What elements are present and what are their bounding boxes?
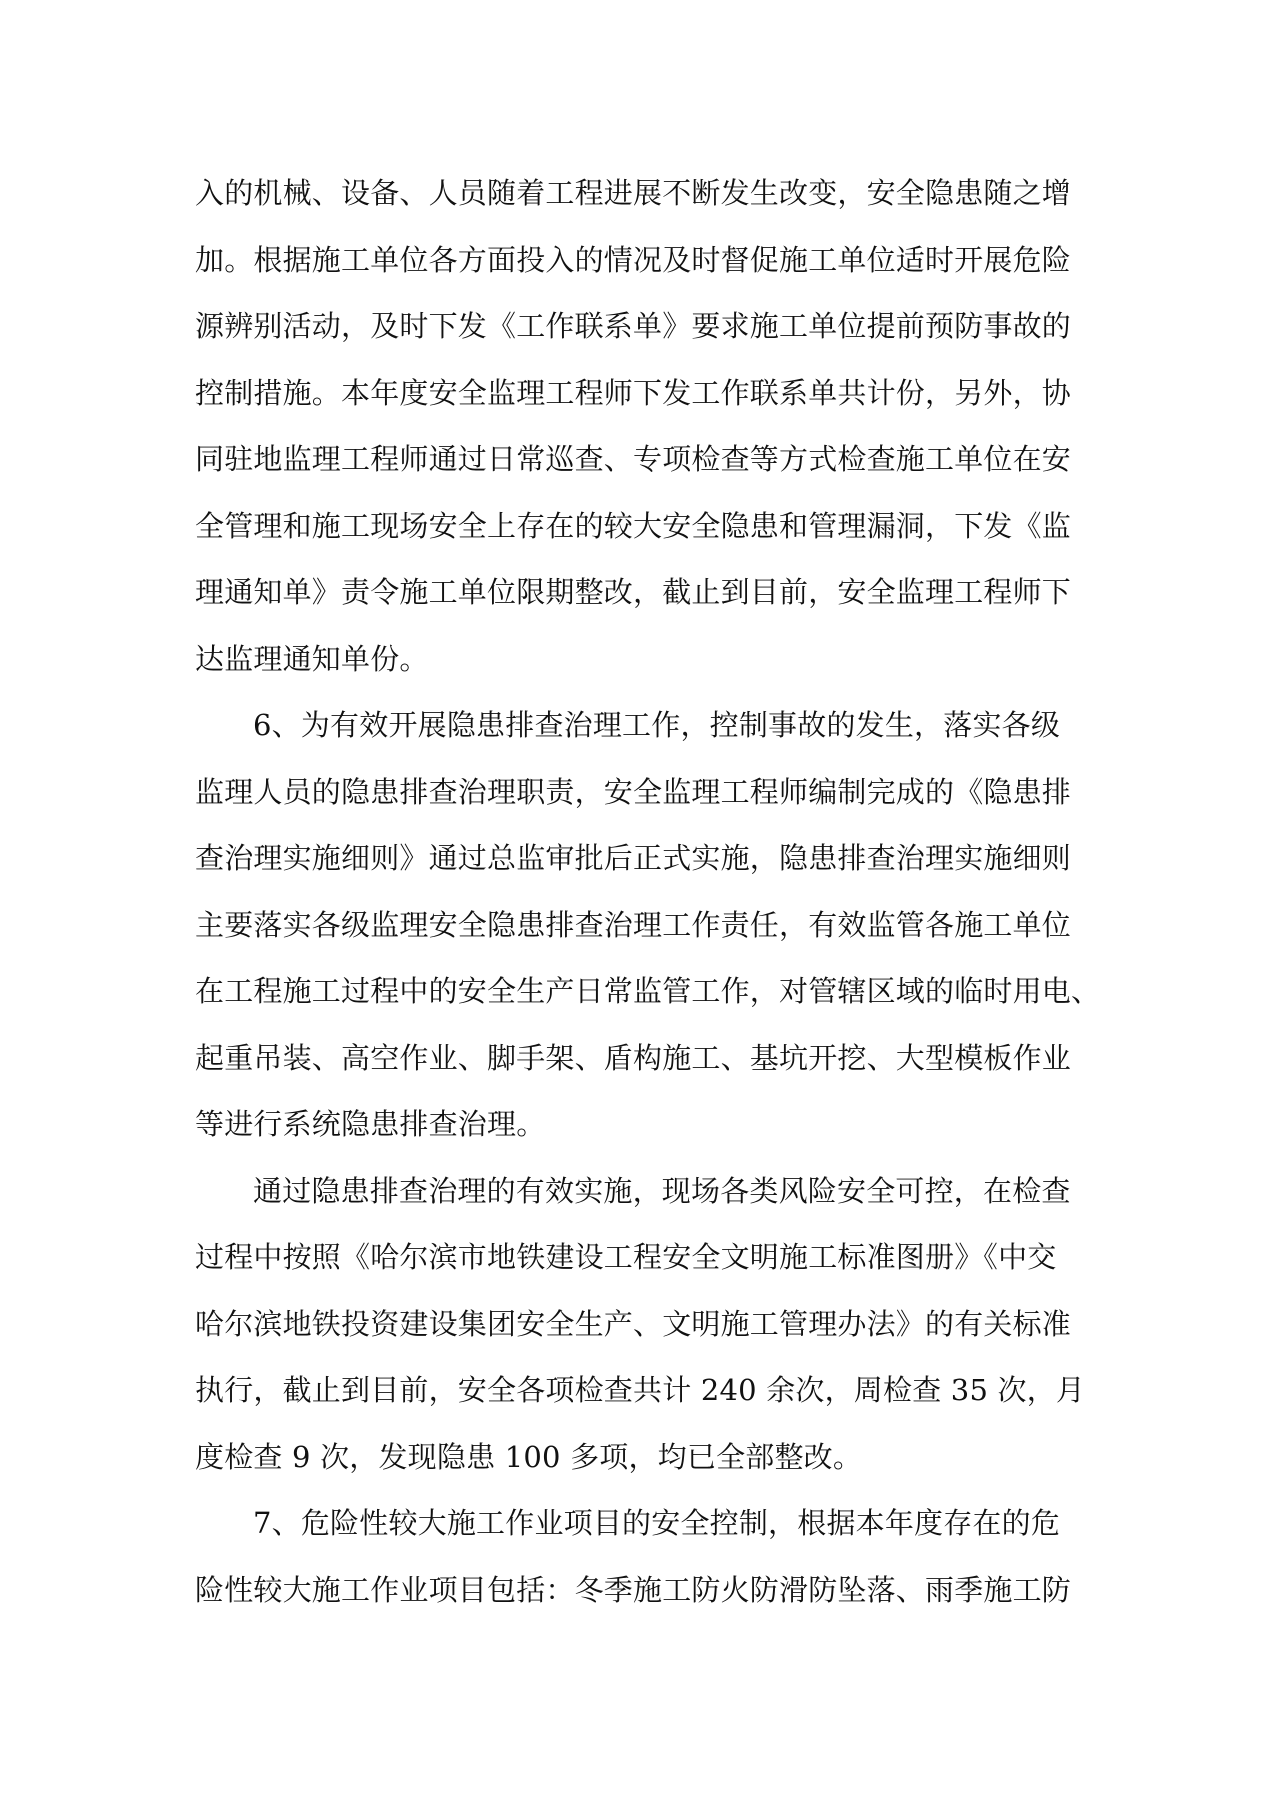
document-body xyxy=(195,160,1101,1623)
paragraph-line: 入的机械、设备、人员随着工程进展不断发生改变，安全隐患随之增 xyxy=(195,176,1072,210)
paragraph-line: 险性较大施工作业项目包括：冬季施工防火防滑防坠落、雨季施工防 xyxy=(195,1572,1072,1607)
paragraph-line: 哈尔滨地铁投资建设集团安全生产、文明施工管理办法》的有关标准 xyxy=(195,1306,1072,1341)
paragraph-line: 等进行系统隐患排查治理。 xyxy=(195,1107,546,1141)
paragraph-line: 主要落实各级监理安全隐患排查治理工作责任，有效监管各施工单位 xyxy=(195,907,1072,942)
paragraph-line: 在工程施工过程中的安全生产日常监管工作，对管辖区域的临时用电、 xyxy=(195,974,1101,1008)
paragraph-line: 控制措施。本年度安全监理工程师下发工作联系单共计份，另外，协 xyxy=(195,375,1072,410)
paragraph-line: 起重吊装、高空作业、脚手架、盾构施工、基坑开挖、大型模板作业 xyxy=(195,1040,1072,1075)
paragraph-first-line: 6、为有效开展隐患排查治理工作，控制事故的发生，落实各级 xyxy=(253,708,1061,742)
paragraph-line: 源辨别活动，及时下发《工作联系单》要求施工单位提前预防事故的 xyxy=(195,309,1072,343)
paragraph-line: 查治理实施细则》通过总监审批后正式实施，隐患排查治理实施细则 xyxy=(195,841,1072,875)
paragraph-line: 过程中按照《哈尔滨市地铁建设工程安全文明施工标准图册》《中交 xyxy=(195,1240,1057,1274)
paragraph-first-line: 通过隐患排查治理的有效实施，现场各类风险安全可控，在检查 xyxy=(253,1173,1071,1208)
paragraph-line: 度检查 9 次，发现隐患 100 多项，均已全部整改。 xyxy=(195,1439,863,1474)
paragraph-line: 执行，截止到目前，安全各项检查共计 240 余次，周检查 35 次，月 xyxy=(195,1373,1086,1407)
paragraph-line: 全管理和施工现场安全上存在的较大安全隐患和管理漏洞，下发《监 xyxy=(195,508,1072,543)
paragraph-line: 理通知单》责令施工单位限期整改，截止到目前，安全监理工程师下 xyxy=(195,575,1072,609)
paragraph-line: 达监理通知单份。 xyxy=(195,641,429,676)
paragraph-line: 监理人员的隐患排查治理职责，安全监理工程师编制完成的《隐患排 xyxy=(195,774,1072,809)
paragraph-first-line: 7、危险性较大施工作业项目的安全控制，根据本年度存在的危 xyxy=(253,1506,1061,1540)
paragraph-line: 加。根据施工单位各方面投入的情况及时督促施工单位适时开展危险 xyxy=(195,242,1072,277)
paragraph-line: 同驻地监理工程师通过日常巡查、专项检查等方式检查施工单位在安 xyxy=(195,442,1072,476)
